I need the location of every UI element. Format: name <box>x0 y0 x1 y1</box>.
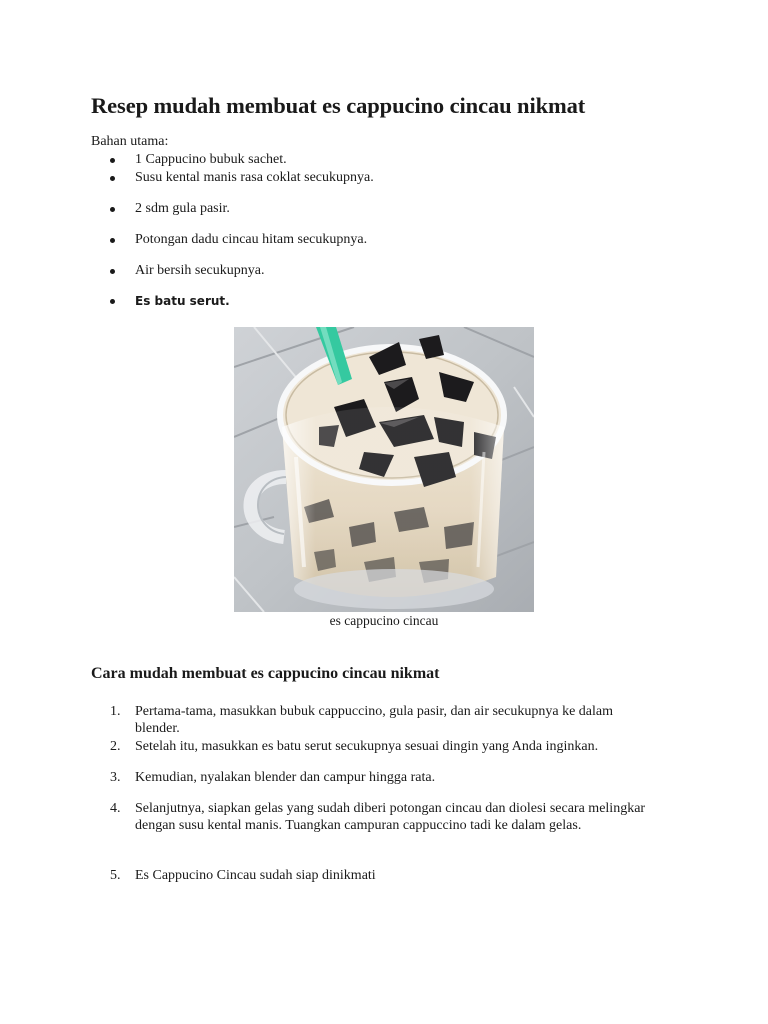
ingredient-text: Air bersih secukupnya. <box>135 263 265 278</box>
step-number: 5. <box>110 868 121 883</box>
bullet-icon <box>110 207 115 212</box>
ingredient-text: Susu kental manis rasa coklat secukupnya. <box>135 170 374 185</box>
bullet-icon <box>110 269 115 274</box>
ingredient-text: Potongan dadu cincau hitam secukupnya. <box>135 232 368 247</box>
bullet-icon <box>110 238 115 243</box>
ingredient-text: 1 Cappucino bubuk sachet. <box>135 152 287 167</box>
image-caption: es cappucino cincau <box>329 613 439 628</box>
step-text: Setelah itu, masukkan es batu serut secukupnya sesuai dingin yang Anda inginkan. <box>135 739 599 754</box>
bullet-icon <box>110 299 115 304</box>
step-text: Es Cappucino Cincau sudah siap dinikmati <box>135 868 376 883</box>
step-number: 1. <box>110 704 121 719</box>
ingredients-intro: Bahan utama: <box>91 134 169 149</box>
iced-cappuccino-illustration <box>234 327 534 612</box>
bullet-icon <box>110 158 115 163</box>
step-number: 2. <box>110 739 121 754</box>
step-text: Pertama-tama, masukkan bubuk cappuccino, gula pasir, dan air secukupnya ke dalam blender. <box>135 704 613 736</box>
section-heading: Cara mudah membuat es cappucino cincau nikmat <box>91 665 440 682</box>
ingredient-text: Es batu serut. <box>135 294 230 308</box>
step-text: Kemudian, nyalakan blender dan campur hingga rata. <box>135 770 436 785</box>
ingredient-text: 2 sdm gula pasir. <box>135 201 230 216</box>
page-title: Resep mudah membuat es cappucino cincau nikmat <box>91 93 586 118</box>
drink-photo <box>234 327 534 612</box>
bullet-icon <box>110 176 115 181</box>
step-number: 3. <box>110 770 121 785</box>
step-text: Selanjutnya, siapkan gelas yang sudah diberi potongan cincau dan diolesi secara melingkar dengan susu kental manis. Tuangkan campuran cappuccino tadi ke dalam gelas. <box>135 801 646 833</box>
step-number: 4. <box>110 801 121 816</box>
